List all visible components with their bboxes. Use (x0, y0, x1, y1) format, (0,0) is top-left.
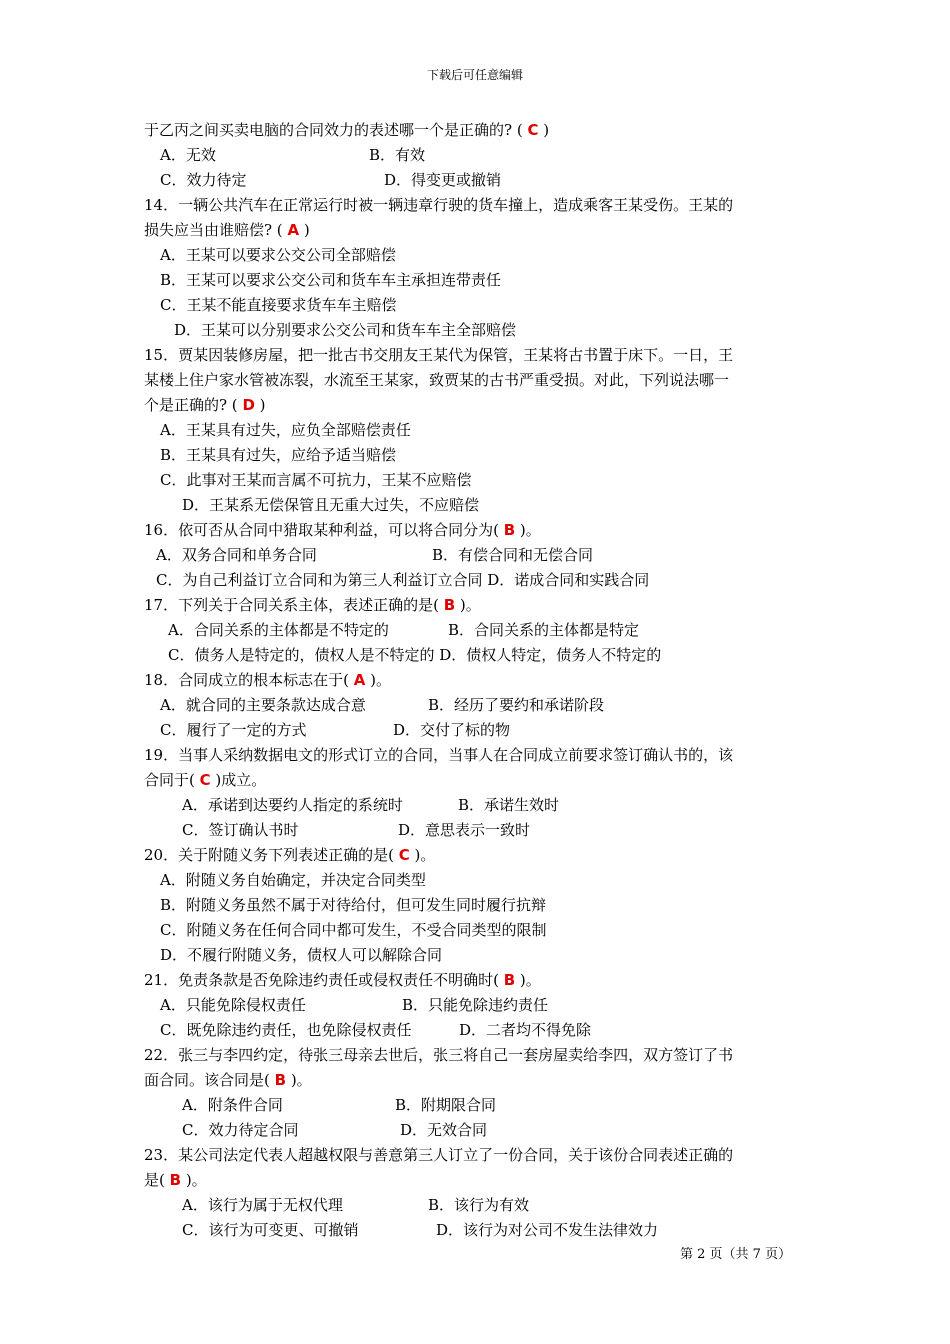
answer-key: B (443, 596, 456, 614)
answer-key: D (242, 396, 255, 414)
question-text: C．为自己利益订立合同和为第三人利益订立合同 D．诺成合同和实践合同 (156, 571, 650, 589)
text-line (144, 618, 814, 643)
text-line (144, 318, 814, 343)
question-text: B．附随义务虽然不属于对待给付，但可发生同时履行抗辩 (160, 896, 547, 914)
answer-option: A．附条件合同 (182, 1096, 283, 1114)
question-text: A．附随义务自始确定，并决定合同类型 (160, 871, 426, 889)
question-text: B．王某可以要求公交公司和货车车主承担连带责任 (160, 271, 502, 289)
question-text: 20．关于附随义务下列表述正确的是( (144, 846, 399, 864)
answer-option: B．附期限合同 (395, 1096, 497, 1114)
question-text: 个是正确的? ( (144, 396, 243, 414)
text-line (144, 118, 814, 143)
question-text: C．附随义务在任何合同中都可发生，不受合同类型的限制 (160, 921, 547, 939)
page-header: 下载后可任意编辑 (426, 68, 523, 82)
answer-key: B (169, 1171, 182, 1189)
answer-option: B．有效 (369, 146, 426, 164)
answer-option: C．效力待定合同 (182, 1121, 299, 1139)
question-text: D．不履行附随义务，债权人可以解除合同 (160, 946, 443, 964)
text-line (144, 918, 814, 943)
answer-option: C．签订确认书时 (182, 821, 299, 839)
document-body (144, 118, 814, 1243)
text-line (144, 268, 814, 293)
text-line (144, 218, 814, 243)
text-line (144, 743, 814, 768)
answer-option: B．经历了要约和承诺阶段 (428, 696, 605, 714)
answer-option: A．双务合同和单务合同 (156, 546, 317, 564)
text-line (144, 243, 814, 268)
text-line (144, 1193, 814, 1218)
text-line (144, 1018, 814, 1043)
answer-option: B．合同关系的主体都是特定 (448, 621, 640, 639)
text-line (144, 893, 814, 918)
text-line (144, 1168, 814, 1193)
text-line (144, 568, 814, 593)
question-text: ) (299, 221, 310, 239)
text-line (144, 1218, 814, 1243)
answer-option: A．该行为属于无权代理 (182, 1196, 343, 1214)
question-text: 22．张三与李四约定，待张三母亲去世后，张三将自己一套房屋卖给李四，双方签订了书 (144, 1046, 734, 1064)
answer-option: A．只能免除侵权责任 (160, 996, 306, 1014)
question-text: 21．免责条款是否免除违约责任或侵权责任不明确时( (144, 971, 504, 989)
question-text: 18．合同成立的根本标志在于( (144, 671, 354, 689)
answer-option: C．效力待定 (160, 171, 247, 189)
question-text: 16．依可否从合同中猎取某种利益，可以将合同分为( (144, 521, 504, 539)
question-text: 损失应当由谁赔偿? ( (144, 221, 288, 239)
text-line (144, 768, 814, 793)
answer-key: A (353, 671, 366, 689)
text-line (144, 143, 814, 168)
text-line (144, 868, 814, 893)
question-text: 15．贾某因装修房屋，把一批古书交朋友王某代为保管，王某将古书置于床下。一日，王 (144, 346, 734, 364)
text-line (144, 793, 814, 818)
answer-key: C (527, 121, 539, 139)
text-line (144, 843, 814, 868)
question-text: D．王某系无偿保管且无重大过失，不应赔偿 (182, 496, 480, 514)
text-line (144, 668, 814, 693)
text-line (144, 193, 814, 218)
text-line (144, 643, 814, 668)
answer-option: D．无效合同 (400, 1121, 488, 1139)
question-text: C．王某不能直接要求货车车主赔偿 (160, 296, 397, 314)
answer-option: C．该行为可变更、可撤销 (182, 1221, 359, 1239)
text-line (144, 718, 814, 743)
answer-key: B (503, 971, 516, 989)
text-line (144, 943, 814, 968)
question-text: C．债务人是特定的，债权人是不特定的 D．债权人特定，债务人不特定的 (168, 646, 662, 664)
question-text: B．王某具有过失，应给予适当赔偿 (160, 446, 397, 464)
question-text: )。 (515, 521, 541, 539)
question-text: )。 (286, 1071, 312, 1089)
text-line (144, 343, 814, 368)
text-line (144, 1068, 814, 1093)
answer-option: B．只能免除违约责任 (402, 996, 549, 1014)
question-text: 19．当事人采纳数据电文的形式订立的合同，当事人在合同成立前要求签订确认书的，该 (144, 746, 734, 764)
text-line (144, 468, 814, 493)
question-text: 是( (144, 1171, 170, 1189)
text-line (144, 1143, 814, 1168)
answer-option: D．意思表示一致时 (398, 821, 531, 839)
answer-option: D．交付了标的物 (393, 721, 511, 739)
question-text: 面合同。该合同是( (144, 1071, 275, 1089)
answer-option: A．合同关系的主体都是不特定的 (168, 621, 389, 639)
question-text: C．此事对王某而言属不可抗力，王某不应赔偿 (160, 471, 472, 489)
question-text: 14．一辆公共汽车在正常运行时被一辆违章行驶的货车撞上，造成乘客王某受伤。王某的 (144, 196, 734, 214)
question-text: D．王某可以分别要求公交公司和货车车主全部赔偿 (174, 321, 517, 339)
answer-option: A．无效 (160, 146, 216, 164)
text-line (144, 993, 814, 1018)
answer-option: C．履行了一定的方式 (160, 721, 307, 739)
text-line (144, 543, 814, 568)
text-line (144, 693, 814, 718)
text-line (144, 443, 814, 468)
question-text: 17．下列关于合同关系主体，表述正确的是( (144, 596, 444, 614)
answer-option: B．该行为有效 (428, 1196, 530, 1214)
question-text: )。 (365, 671, 391, 689)
answer-option: A．承诺到达要约人指定的系统时 (182, 796, 403, 814)
question-text: A．王某可以要求公交公司全部赔偿 (160, 246, 396, 264)
answer-option: D．二者均不得免除 (459, 1021, 592, 1039)
text-line (144, 368, 814, 393)
answer-key: C (199, 771, 211, 789)
text-line (144, 393, 814, 418)
question-text: )。 (181, 1171, 207, 1189)
text-line (144, 593, 814, 618)
text-line (144, 1043, 814, 1068)
answer-key: A (287, 221, 300, 239)
question-text: A．王某具有过失，应负全部赔偿责任 (160, 421, 411, 439)
question-text: )。 (455, 596, 481, 614)
text-line (144, 493, 814, 518)
answer-option: B．承诺生效时 (458, 796, 560, 814)
text-line (144, 293, 814, 318)
answer-option: A．就合同的主要条款达成合意 (160, 696, 366, 714)
question-text: )成立。 (210, 771, 267, 789)
answer-option: B．有偿合同和无偿合同 (432, 546, 594, 564)
text-line (144, 968, 814, 993)
answer-key: B (274, 1071, 287, 1089)
answer-option: D．得变更或撤销 (384, 171, 502, 189)
question-text: )。 (409, 846, 436, 864)
question-text: 合同于( (144, 771, 200, 789)
answer-key: C (398, 846, 410, 864)
question-text: 某楼上住户家水管被冻裂，水流至王某家，致贾某的古书严重受损。对此，下列说法哪一 (144, 371, 730, 389)
question-text: 23．某公司法定代表人超越权限与善意第三人订立了一份合同，关于该份合同表述正确的 (144, 1146, 734, 1164)
text-line (144, 168, 814, 193)
question-text: )。 (515, 971, 541, 989)
text-line (144, 1118, 814, 1143)
question-text: ) (254, 396, 266, 414)
text-line (144, 818, 814, 843)
text-line (144, 518, 814, 543)
answer-option: D．该行为对公司不发生法律效力 (436, 1221, 659, 1239)
answer-key: B (503, 521, 516, 539)
text-line (144, 418, 814, 443)
question-text: 于乙丙之间买卖电脑的合同效力的表述哪一个是正确的? ( (144, 121, 528, 139)
question-text: ) (538, 121, 550, 139)
answer-option: C．既免除违约责任，也免除侵权责任 (160, 1021, 412, 1039)
text-line (144, 1093, 814, 1118)
page-footer: 第 2 页（共 7 页） (680, 1247, 792, 1262)
